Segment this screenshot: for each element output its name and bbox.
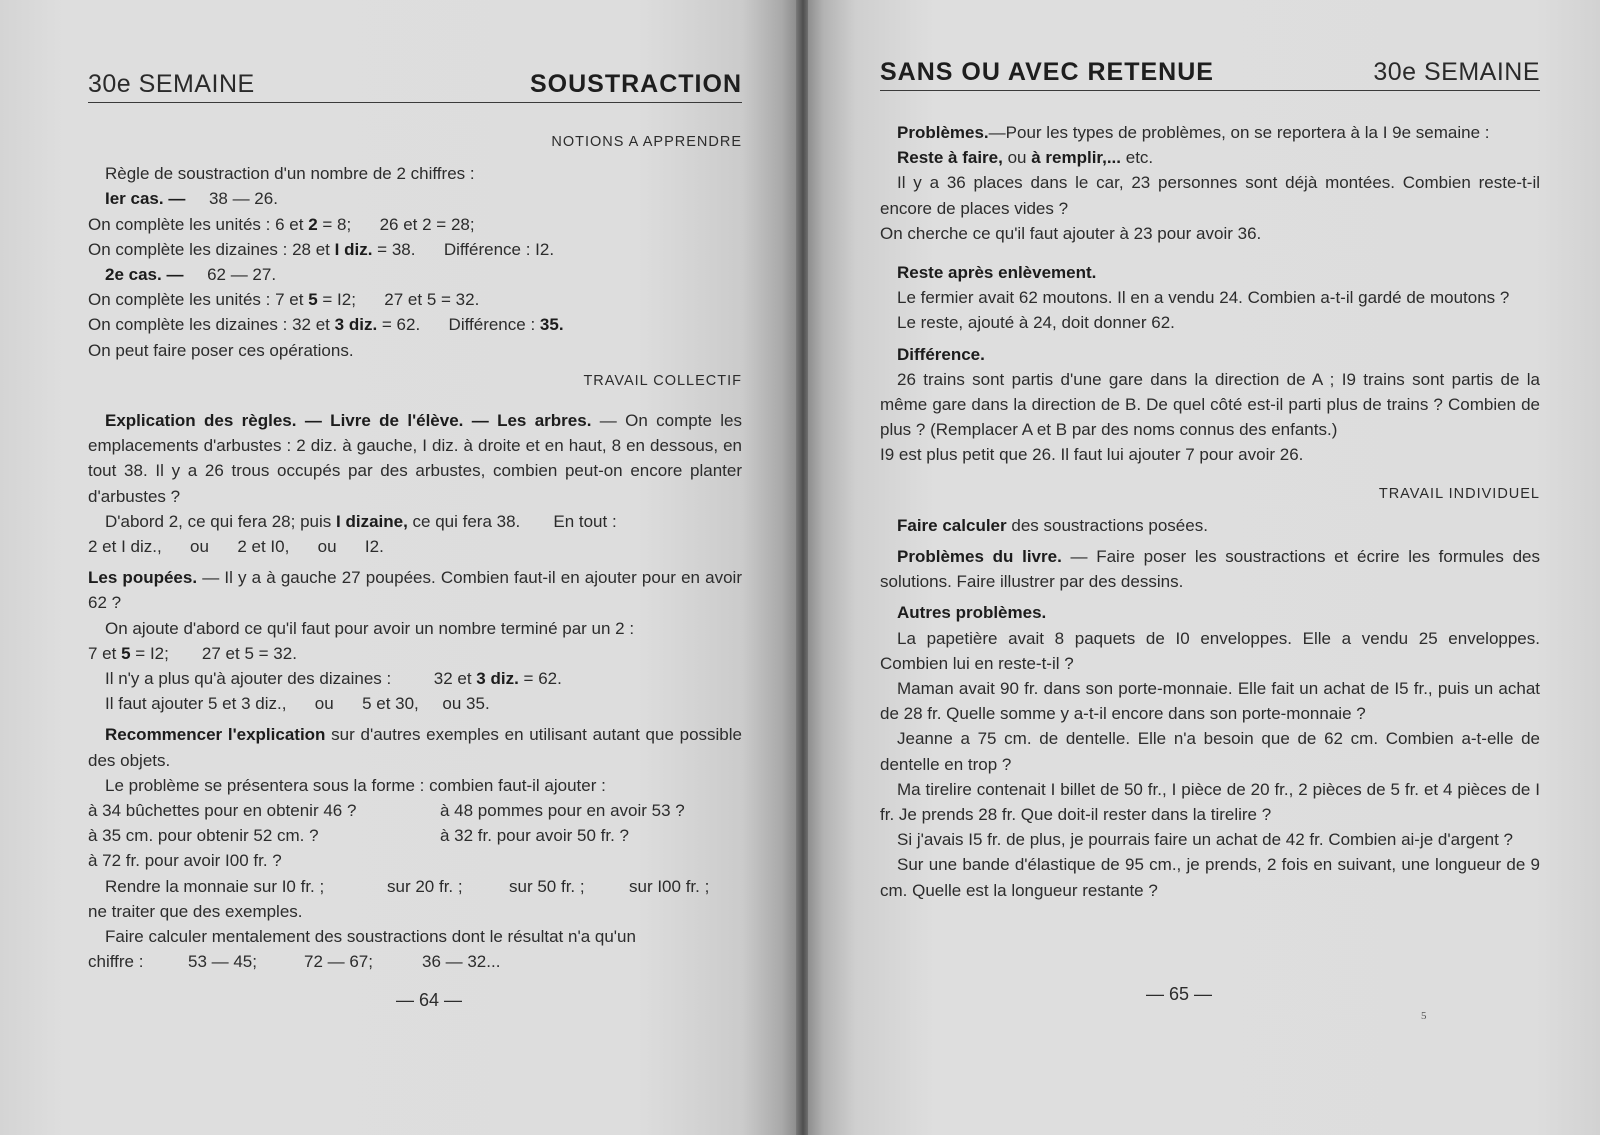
bande-paragraph: Sur une bande d'élastique de 95 cm., je prends, 2 fois en suivant, une longueur de 9 cm. Quelle est la longueur restante ? [880,855,1540,900]
bold-value: 2 [308,214,318,234]
explication-heading: Explication des règles. — Livre de l'élève. — Les arbres. [105,411,592,431]
car-paragraph: Il y a 36 places dans le car, 23 personnes sont déjà montées. Combien reste-t-il encore de places vides ? [880,173,1540,218]
example: à 35 cm. pour obtenir 52 cm. ? [88,826,319,846]
text: 36 — 32... [422,952,501,972]
text: On complète les dizaines : 28 et [88,239,330,259]
bold-value: 35. [539,315,564,335]
cas2-line [88,262,742,287]
text: On complète les unités : 7 et [88,290,304,310]
bold-value: I dizaine, [336,511,408,531]
right-page-header [880,58,1540,91]
text: = 38. [377,239,416,259]
right-page [808,0,1600,1135]
text: chiffre : [88,952,144,972]
autres-heading [880,600,1540,625]
example-row-2 [88,823,742,848]
calcul-line: Faire calculer mentalement des soustractions dont le résultat n'a qu'un [105,927,636,947]
difference-heading [880,342,1540,367]
section-notions: NOTIONS A APPRENDRE [551,134,742,150]
faut-line [88,691,742,716]
bold-heading: Autres problèmes. [897,603,1047,623]
bold-value: I diz. [334,239,373,259]
text: = 8; [322,214,352,234]
example: à 32 fr. pour avoir 50 fr. ? [440,826,630,846]
text: 2 et I diz., [88,537,162,557]
text: Il n'y a plus qu'à ajouter des dizaines : [105,669,392,689]
recommencer-heading: Recommencer l'explication [105,725,326,745]
problemes-paragraph [880,120,1540,145]
text: 2 et I0, [237,537,290,557]
text: des soustractions posées. [1011,515,1208,535]
text: 32 et [433,669,472,689]
regle-line: Règle de soustraction d'un nombre de 2 chiffres : [105,164,475,184]
bold-value: 5 [308,290,318,310]
text: On complète les unités : 6 et [88,214,304,234]
right-body [880,120,1540,903]
dabord-line2 [88,534,742,559]
poupees-heading: Les poupées. [88,568,198,588]
calcul-row [88,949,742,974]
poupees-text: — Il y a à gauche 27 poupées. Combien faut-il en ajouter pour en avoir 62 ? [88,568,742,613]
maman-paragraph: Maman avait 90 fr. dans son porte-monnaie. Elle fait un achat de I5 fr., puis un achat de 28 fr. Quelle somme y a-t-il encore dans son porte-monnaie ? [880,679,1540,724]
text: 27 et 5 = 32. [384,290,480,310]
section-individuel: TRAVAIL INDIVIDUEL [1378,485,1540,502]
text: ou [314,694,334,714]
recommencer-text: sur d'autres exemples en utilisant autant que possible des objets. [88,725,742,770]
cas1-tens [88,237,742,262]
left-page-title: SOUSTRACTION [530,70,742,98]
faire-line [880,513,1540,538]
bold-heading: Différence. [897,344,985,364]
text: Rendre la monnaie sur I0 fr. ; [105,876,325,896]
apres-heading [880,260,1540,285]
papetiere-paragraph: La papetière avait 8 paquets de I0 enveloppes. Elle a vendu 25 enveloppes. Combien lui en reste-t-il ? [880,628,1540,673]
tirelire-paragraph: Ma tirelire contenait I billet de 50 fr., I pièce de 20 fr., 2 pièces de 5 fr. et 4 pièces de I fr. Je prends 28 fr. Que doit-il rester dans la tirelire ? [880,779,1540,825]
dabord-line [88,509,742,534]
example-row-1 [88,798,742,823]
left-body [88,130,742,975]
text: — Faire poser les soustractions et écrire les formules des solutions. Faire illustrer par des dessins. [880,547,1540,592]
text: ou 35. [442,694,490,714]
reste-line [880,145,1540,170]
plus-line [88,666,742,691]
corner-mark: 5 [1421,1010,1427,1022]
bold-value: 5 [121,643,131,663]
dixneuf-line: I9 est plus petit que 26. Il faut lui ajouter 7 pour avoir 26. [880,445,1304,465]
example: à 48 pommes pour en avoir 53 ? [440,801,685,821]
text: En tout : [553,511,617,531]
cas1-units [88,212,742,237]
cas2-units [88,287,742,312]
fermier-paragraph: Le fermier avait 62 moutons. Il en a vendu 24. Combien a-t-il gardé de moutons ? [897,288,1510,308]
problemes-text: —Pour les types de problèmes, on se reportera à la I 9e semaine : [988,123,1490,142]
text: = 62. [523,669,562,689]
example-row-3 [88,848,742,873]
bold-value: 3 diz. [334,315,378,335]
monnaie-line2: ne traiter que des exemples. [88,901,303,921]
text: On complète les dizaines : 32 et [88,315,330,335]
left-page-header [88,70,742,103]
siavais-paragraph: Si j'avais I5 fr. de plus, je pourrais faire un achat de 42 fr. Combien ai-je d'argent ? [897,830,1514,850]
cas2-expr: 62 — 27. [207,265,277,285]
livre-paragraph [880,544,1540,594]
bold-heading: Problèmes du livre. [897,547,1062,567]
text: = I2; [322,290,356,310]
text: = 62. [381,315,421,335]
cas1-label: Ier cas. — [105,189,186,209]
bold-value: 3 diz. [476,669,519,689]
text: 53 — 45; [188,952,257,972]
section-collectif: TRAVAIL COLLECTIF [583,372,742,389]
text: sur I00 fr. ; [629,876,710,896]
poupees-paragraph [88,565,742,615]
trains-paragraph: 26 trains sont partis d'une gare dans la direction de A ; I9 trains sont partis de la même gare dans la direction de B. De quel côté est-il parti plus de trains ? Combien de plus ? (Remplacer A et B par des noms connus des enfants.) [880,369,1540,440]
text: 7 et [88,643,117,663]
text: sur 50 fr. ; [509,876,585,896]
left-week-label: 30e SEMAINE [88,70,255,98]
probleme-line: Le problème se présentera sous la forme : combien faut-il ajouter : [105,775,606,795]
text: ou [317,537,337,557]
bold-heading: Faire calculer [897,515,1007,535]
text: 72 — 67; [304,952,373,972]
text: 27 et 5 = 32. [201,643,297,663]
bold-value: Reste à faire, [897,148,1003,168]
text: = I2; [135,643,169,663]
text: 26 et 2 = 28; [379,214,475,234]
explication-paragraph [88,408,742,509]
monnaie-row [88,874,742,899]
text: Il faut ajouter 5 et 3 diz., [105,694,287,714]
example: à 34 bûchettes pour en obtenir 46 ? [88,801,357,821]
example: à 72 fr. pour avoir I00 fr. ? [88,851,282,871]
right-week-label: 30e SEMAINE [1373,58,1540,86]
right-page-number: — 65 — [1146,984,1213,1004]
jeanne-paragraph: Jeanne a 75 cm. de dentelle. Elle n'a besoin que de 62 cm. Combien a-t-elle de dentelle en trop ? [880,729,1540,774]
text: Différence : I2. [443,239,555,259]
cas2-tens [88,312,742,337]
poser-line: On peut faire poser ces opérations. [88,340,354,360]
bold-heading: Reste après enlèvement. [897,263,1097,283]
text: Différence : [448,315,536,335]
ajoute-line2 [88,641,742,666]
problemes-heading: Problèmes. [897,123,989,142]
cas2-label: 2e cas. — [105,265,184,285]
recommencer-paragraph [88,722,742,772]
text: ou [1007,148,1027,168]
bold-value: à remplir,... [1031,148,1121,168]
text: etc. [1125,148,1154,168]
cherche-line: On cherche ce qu'il faut ajouter à 23 pour avoir 36. [880,223,1262,243]
right-page-title: SANS OU AVEC RETENUE [880,58,1214,86]
cas1-line [88,186,742,211]
text: sur 20 fr. ; [387,876,463,896]
text: 5 et 30, [362,694,419,714]
lereste-line: Le reste, ajouté à 24, doit donner 62. [897,313,1175,333]
explication-text: — On compte les emplacements d'arbustes : 2 diz. à gauche, I diz. à droite et en haut, 8 en dessous, en tout 38. Il y a 26 trous occupés par des arbustes, combien peut-on encore planter d'arbustes ? [88,411,743,506]
text: I2. [364,537,384,557]
text: ou [190,537,209,557]
text: D'abord 2, ce qui fera 28; puis [105,511,332,531]
left-page-number: — 64 — [396,990,463,1010]
left-page [0,0,798,1135]
ajoute-line: On ajoute d'abord ce qu'il faut pour avoir un nombre terminé par un 2 : [105,618,635,638]
cas1-expr: 38 — 26. [208,189,278,209]
text: ce qui fera 38. [412,511,521,531]
